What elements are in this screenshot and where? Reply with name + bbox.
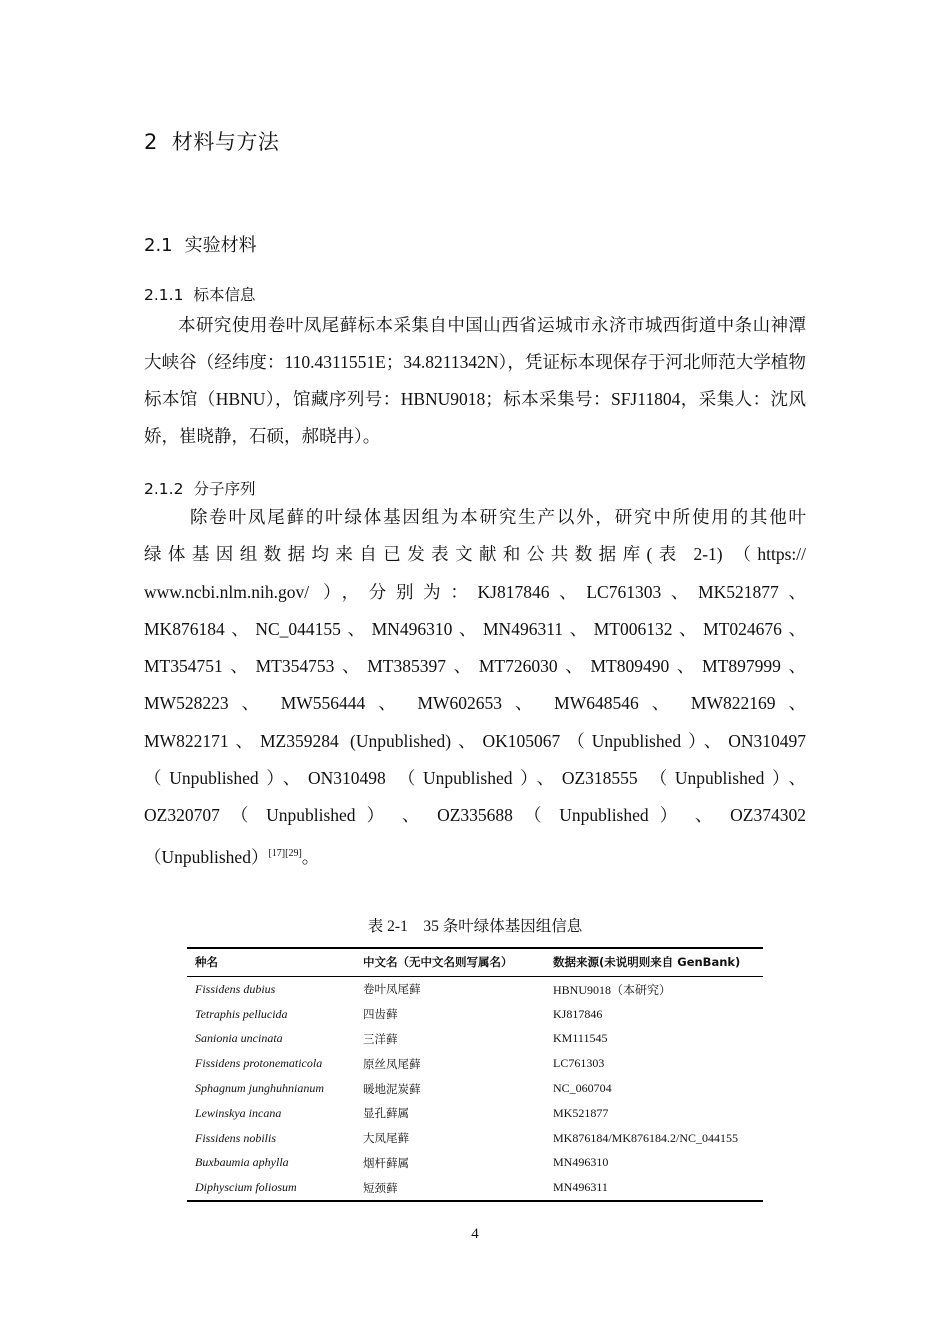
- subsection-number: 2.1: [144, 235, 173, 256]
- source-cell: KM111545: [553, 1031, 608, 1046]
- subsection-title: 实验材料: [184, 235, 257, 256]
- paragraph-text: （Unpublished）: [144, 846, 269, 867]
- species-cell: Fissidens nobilis: [195, 1130, 277, 1145]
- table-row: [187, 1027, 763, 1052]
- table-header-row: [187, 948, 763, 977]
- paragraph-line: MW822171、MZ359284 (Unpublished)、OK105067（Unpublished）、ON310497: [144, 730, 806, 751]
- species-cell: Diphyscium foliosum: [187, 1175, 355, 1201]
- species-cell: Fissidens dubius: [195, 981, 276, 996]
- chinese-name-cell: 显孔藓属: [363, 1106, 409, 1121]
- paragraph-line: MK876184、NC_044155、MN496310、MN496311、MT006132、MT024676、: [144, 618, 806, 639]
- chinese-name-cell: 短颈藓: [355, 1175, 545, 1201]
- chinese-name-cell: 大凤尾藓: [363, 1131, 409, 1146]
- species-cell: Sphagnum junghuhnianum: [195, 1081, 324, 1096]
- column-header: 中文名（无中文名则写属名）: [355, 948, 545, 977]
- species-cell: Lewinskya incana: [195, 1105, 282, 1120]
- paragraph-line: www.ncbi.nlm.nih.gov/ ），分别为：KJ817846、LC761303、MK521877、: [144, 581, 806, 602]
- chinese-name-cell: 卷叶凤尾藓: [363, 982, 421, 997]
- table-caption: 表 2-1 35 条叶绿体基因组信息: [367, 918, 583, 935]
- chinese-name-cell: 三洋藓: [363, 1031, 398, 1046]
- section-title: 材料与方法: [171, 130, 280, 154]
- subsection-heading: [144, 231, 257, 257]
- paragraph-end: 。: [301, 846, 320, 867]
- subsubsection-number: 2.1.2: [144, 480, 184, 498]
- source-cell: MK876184/MK876184.2/NC_044155: [553, 1130, 739, 1145]
- subsubsection-number: 2.1.1: [144, 286, 184, 304]
- species-cell: Buxbaumia aphylla: [195, 1155, 289, 1170]
- source-cell: LC761303: [553, 1056, 605, 1071]
- paragraph-line: 绿体基因组数据均来自已发表文献和公共数据库(表 2-1) （https://: [144, 544, 806, 565]
- table-row: [187, 1076, 763, 1101]
- source-cell: NC_060704: [553, 1081, 612, 1096]
- subsubsection-heading-sequences: [144, 477, 255, 499]
- section-heading: [144, 126, 279, 156]
- source-cell: MN496311: [545, 1175, 763, 1201]
- table-row: [187, 1151, 763, 1176]
- chinese-name-cell: 原丝凤尾藓: [363, 1056, 421, 1071]
- chinese-name-cell: 烟杆藓属: [363, 1155, 409, 1170]
- paragraph-line: 除卷叶凤尾藓的叶绿体基因组为本研究生产以外，研究中所使用的其他叶: [190, 507, 806, 527]
- specimen-paragraph: 本研究使用卷叶凤尾藓标本采集自中国山西省运城市永济市城西街道中条山神潭大峡谷（经纬度：110.4311551E；34.8211342N），凭证标本现保存于河北师范大学植物标本馆（HBNU），馆藏序列号：HBNU9018；标本采集号：SFJ11804，采集人：沈风娇，崔晓静，石硕，郝晓冉）。: [144, 315, 806, 446]
- subsubsection-heading-specimen: [144, 283, 255, 305]
- page-number: 4: [471, 1226, 479, 1242]
- column-header: 种名: [187, 948, 355, 977]
- species-cell: Fissidens protonematicola: [195, 1056, 323, 1071]
- chinese-name-cell: 暖地泥炭藓: [363, 1081, 421, 1096]
- table-body: [187, 977, 763, 1202]
- sequences-paragraph: [144, 499, 806, 876]
- table-row: [187, 1126, 763, 1151]
- source-cell: MN496310: [553, 1155, 609, 1170]
- table-row: [187, 1101, 763, 1126]
- citation: [17][29]: [268, 847, 302, 859]
- table-row: [187, 1002, 763, 1027]
- chinese-name-cell: 四齿藓: [363, 1007, 398, 1022]
- source-cell: KJ817846: [553, 1006, 603, 1021]
- section-number: 2: [144, 130, 158, 154]
- species-cell: Tetraphis pellucida: [195, 1006, 288, 1021]
- table-row: [187, 1175, 763, 1201]
- subsubsection-title: 标本信息: [193, 286, 256, 304]
- subsubsection-title: 分子序列: [193, 480, 256, 498]
- table-row: [187, 1051, 763, 1076]
- paragraph-line: MT354751、MT354753、MT385397、MT726030、MT809490、MT897999、: [144, 656, 806, 677]
- column-header: 数据来源(未说明则来自 GenBank): [545, 948, 763, 977]
- species-cell: Sanionia uncinata: [195, 1031, 283, 1046]
- paragraph-line: OZ320707 （ Unpublished ） 、 OZ335688 （ Unpublished ） 、 OZ374302: [144, 805, 806, 826]
- source-cell: MK521877: [553, 1105, 609, 1120]
- paragraph-line: MW528223 、 MW556444 、 MW602653 、 MW648546 、 MW822169 、: [144, 693, 806, 714]
- table-row: [187, 977, 763, 1002]
- paragraph-line: （Unpublished）、ON310498 （Unpublished）、OZ318555 （Unpublished）、: [144, 768, 806, 789]
- source-cell: HBNU9018（本研究）: [553, 982, 672, 997]
- paragraph-line-last: [144, 835, 806, 876]
- genome-table: [187, 947, 763, 1202]
